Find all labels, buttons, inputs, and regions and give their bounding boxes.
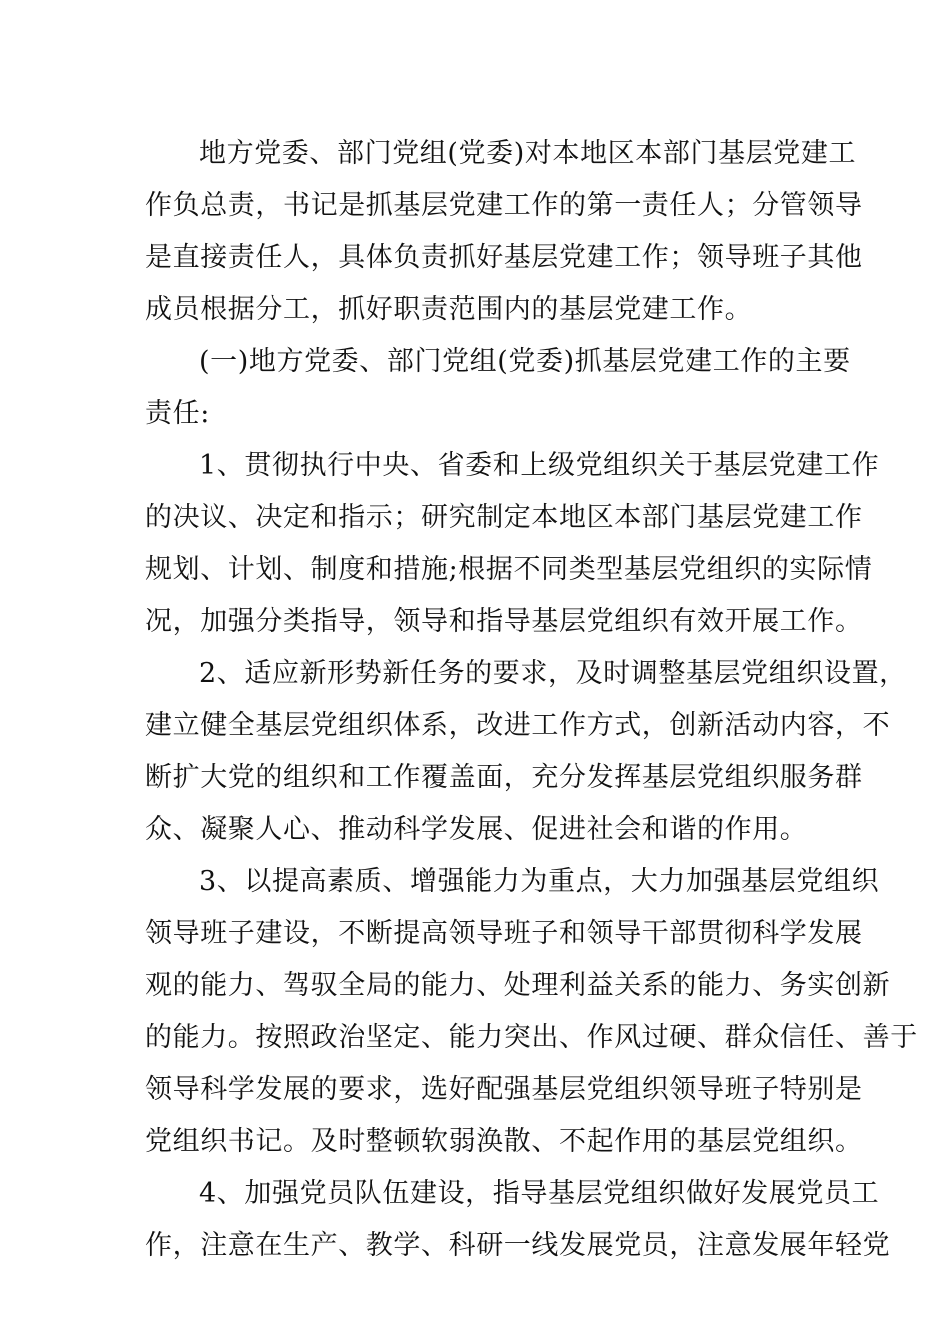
text-line: 党组织书记。及时整顿软弱涣散、不起作用的基层党组织。: [145, 1126, 863, 1157]
text-line: 责任:: [145, 398, 210, 429]
text-line: 众、凝聚人心、推动科学发展、促进社会和谐的作用。: [145, 814, 808, 845]
text-line: 的决议、决定和指示；研究制定本地区本部门基层党建工作: [145, 502, 863, 533]
text-line: 3、以提高素质、增强能力为重点，大力加强基层党组织: [199, 866, 880, 897]
text-line: 规划、计划、制度和措施;根据不同类型基层党组织的实际情: [145, 554, 873, 585]
text-line: 1、贯彻执行中央、省委和上级党组织关于基层党建工作: [199, 450, 880, 481]
document-body: [145, 128, 918, 1272]
text-line: 领导班子建设，不断提高领导班子和领导干部贯彻科学发展: [145, 918, 863, 949]
text-line: 的能力。按照政治坚定、能力突出、作风过硬、群众信任、善于: [145, 1022, 918, 1053]
text-line: 地方党委、部门党组(党委)对本地区本部门基层党建工: [199, 138, 857, 169]
text-line: 成员根据分工，抓好职责范围内的基层党建工作。: [145, 294, 753, 325]
paragraph-intro: [145, 128, 863, 336]
text-line: 建立健全基层党组织体系，改进工作方式，创新活动内容，不: [145, 710, 891, 741]
paragraph-item-2: [145, 648, 907, 856]
text-line: 4、加强党员队伍建设，指导基层党组织做好发展党员工: [199, 1178, 880, 1209]
text-line: 观的能力、驾驭全局的能力、处理利益关系的能力、务实创新: [145, 970, 891, 1001]
text-line: 断扩大党的组织和工作覆盖面，充分发挥基层党组织服务群: [145, 762, 863, 793]
paragraph-item-3: [145, 856, 918, 1168]
paragraph-item-1: [145, 440, 880, 648]
text-line: 作负总责，书记是抓基层党建工作的第一责任人；分管领导: [145, 190, 863, 221]
text-line: 2、适应新形势新任务的要求，及时调整基层党组织设置，: [199, 658, 907, 689]
paragraph-item-4: [145, 1168, 891, 1272]
section-heading: [145, 336, 851, 440]
text-line: 领导科学发展的要求，选好配强基层党组织领导班子特别是: [145, 1074, 863, 1105]
text-line: 作，注意在生产、教学、科研一线发展党员，注意发展年轻党: [145, 1230, 891, 1261]
text-line: 是直接责任人，具体负责抓好基层党建工作；领导班子其他: [145, 242, 863, 273]
text-line: (一)地方党委、部门党组(党委)抓基层党建工作的主要: [199, 346, 851, 377]
text-line: 况，加强分类指导，领导和指导基层党组织有效开展工作。: [145, 606, 863, 637]
